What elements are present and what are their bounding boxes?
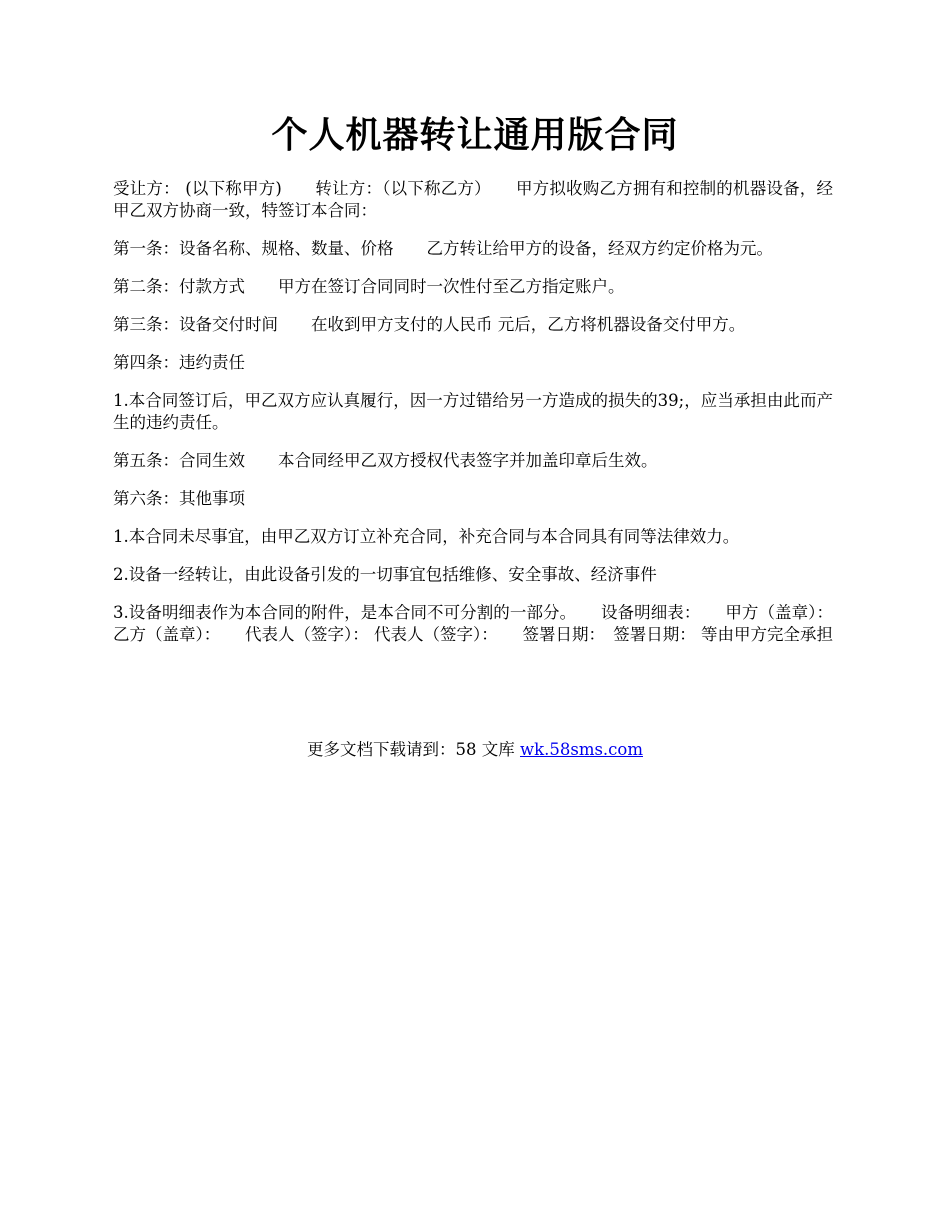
article-3-paragraph: 第三条：设备交付时间 在收到甲方支付的人民币 元后，乙方将机器设备交付甲方。 [113,315,746,334]
footer-link[interactable]: wk.58sms.com [519,740,643,759]
document-title: 个人机器转让通用版合同 [271,114,679,156]
article-1-paragraph: 第一条：设备名称、规格、数量、价格 乙方转让给甲方的设备，经双方约定价格为元。 [113,239,773,258]
article-2-paragraph: 第二条：付款方式 甲方在签订合同同时一次性付至乙方指定账户。 [113,277,625,296]
document-body [113,178,833,662]
article-6-clause-1: 1.本合同未尽事宜，由甲乙双方订立补充合同，补充合同与本合同具有同等法律效力。 [113,527,740,546]
footer-prefix: 更多文档下载请到：58 文库 [306,740,520,759]
article-4-heading: 第四条：违约责任 [113,353,245,372]
article-6-clause-2: 2.设备一经转让，由此设备引发的一切事宜包括维修、安全事故、经济事件 [113,565,657,584]
intro-paragraph: 受让方： (以下称甲方) 转让方：（以下称乙方） 甲方拟收购乙方拥有和控制的机器设备，经甲乙双方协商一致，特签订本合同： [113,179,833,220]
article-4-clause-1: 1.本合同签订后，甲乙双方应认真履行，因一方过错给另一方造成的损失的39;，应当承担由此而产生的违约责任。 [113,391,833,432]
article-6-heading: 第六条：其他事项 [113,489,245,508]
article-6-clause-3: 3.设备明细表作为本合同的附件，是本合同不可分割的一部分。 设备明细表： 甲方（盖章）： 乙方（盖章）： 代表人（签字）： 代表人（签字）： 签署日期： 签署日期： 等由甲方完全承担 [113,603,833,644]
download-footer [0,738,950,762]
article-5-paragraph: 第五条：合同生效 本合同经甲乙双方授权代表签字并加盖印章后生效。 [113,451,658,470]
